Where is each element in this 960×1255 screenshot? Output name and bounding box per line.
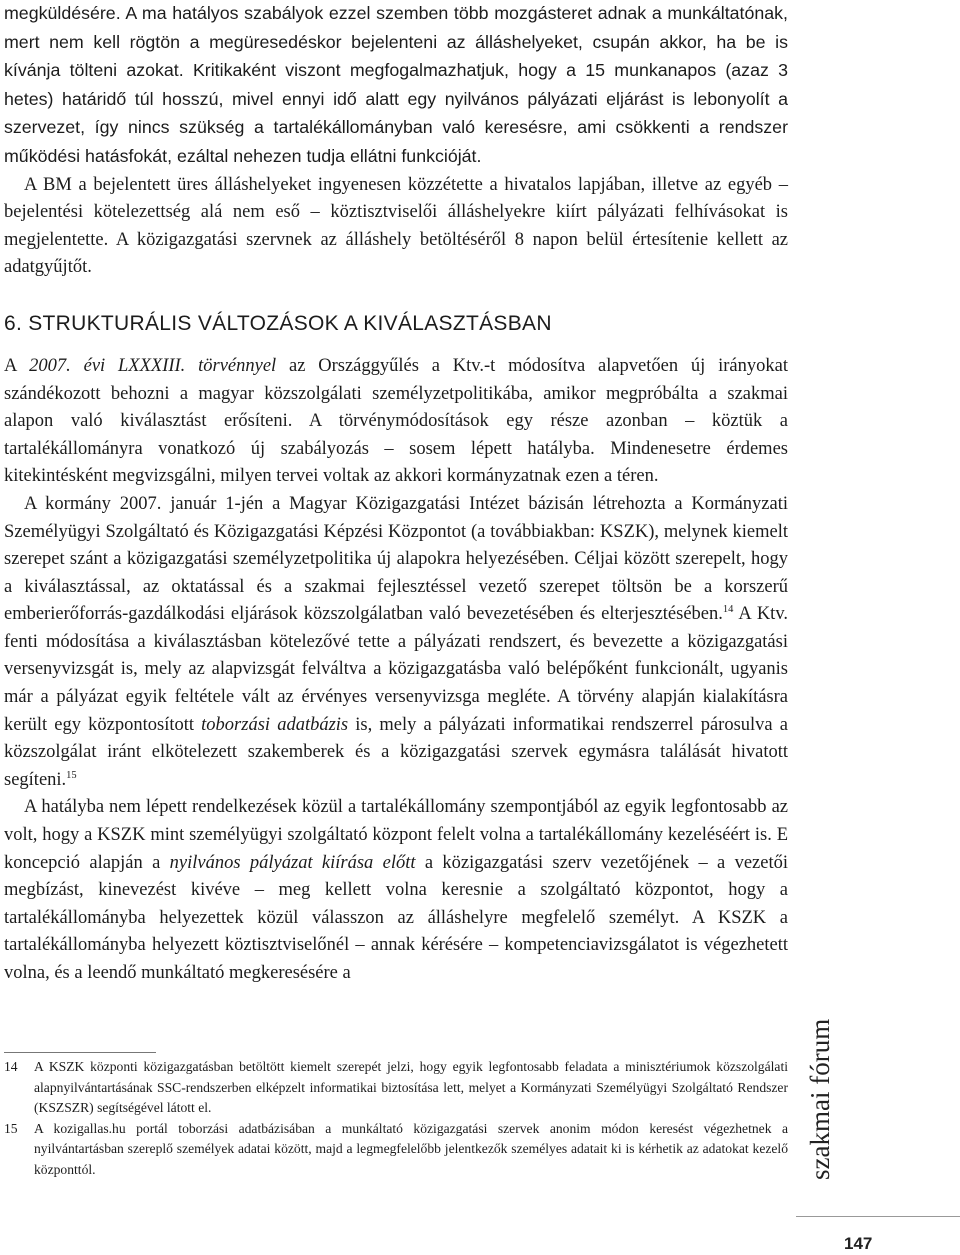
page-number-divider [796, 1216, 960, 1217]
section-label-text: szakmai fórum [805, 1018, 835, 1180]
paragraph-3-start: A [4, 355, 30, 376]
footnote-ref-15[interactable]: 15 [66, 769, 77, 781]
paragraph-5 [4, 794, 788, 987]
section-heading: 6. STRUKTURÁLIS VÁLTOZÁSOK A KIVÁLASZTÁSBAN [4, 311, 552, 335]
main-text [4, 0, 788, 988]
paragraph-4-part-d: is, mely a pályázati informatikai rendszerrel párosulva a közszolgálat iránt elkötelezett szakemberek és a közigazgatási szervek egymásra találását hivatott segíteni. [4, 714, 788, 790]
footnote-text: A kozigallas.hu portál toborzási adatbázisában a munkáltató közigazgatási szervek anonim módon keresést végezhetnek a nyilvántartásban szereplő személyek adatai között, majd a legmegfelelőbb jelentkezők személyes adatait ki is kérhetik az adatokat kezelő központtól. [34, 1120, 788, 1177]
footnotes [4, 1057, 788, 1181]
paragraph-3-law-reference: 2007. évi LXXXIII. törvénnyel [29, 355, 277, 376]
paragraph-5-part-c: a közigazgatási szerv vezetőjének – a vezetői megbízást, kinevezést kivéve – meg kellett volna keresnie a szolgáltató központot, hogy a tartalékállományba helyezettek közül válasszon az álláshelyre megfelelő személyt. A KSZK a tartalékállományba helyezett köztisztviselőnél – annak kérésére – kompetenciavizsgálatot is végezhetett volna, és a leendő munkáltató megkeresésére a [4, 852, 788, 983]
paragraph-4-part-a: A kormány 2007. január 1-jén a Magyar Közigazgatási Intézet bázisán létrehozta a Kormányzati Személyügyi Szolgáltató és Közigazgatási Képzési Központot (a továbbiakban: KSZK), melynek kiemelt szerepet szánt a közigazgatási személyzetpolitika új alapokra helyezésében. Céljai között szerepelt, hogy a kiválasztással, az oktatással és a szakmai fejlesztéssel vezető szerepet töltsön be a korszerű emberierőforrás-gazdálkodási eljárások közszolgálatban való bevezetésében és elterjesztésében. [4, 493, 788, 625]
paragraph-1-rest: Kritikaként viszont megfogalmazhatjuk, hogy a 15 munkanapos (azaz 3 hetes) határidő túl hosszú, mivel ennyi idő alatt egy nyilvános pályázati eljárást is lebonyolít a szervezet, így nincs szükség a tartalékállományban való keresésre, ami csökkenti a rendszer működési hatásfokát, ezáltal nehezen tudja ellátni funkcióját. [4, 60, 789, 166]
footnote-text: A KSZK központi közigazgatásban betöltött kiemelt szerepét jelzi, hogy egyik legfontosabb feladata a minisztériumok közszolgálati alapnyilvántartásának SSC-rendszerben elképzelt informatikai biztosítása lett, melyet a Kormányzati Személyügyi Szolgáltató Rendszer (KSZSZR) segítségével látott el. [34, 1059, 788, 1116]
paragraph-4-part-b: A Ktv. fenti módosítása a kiválasztásban kötelezővé tette a pályázati rendszert, és bevezette a közigazgatási versenyvizsgát is, mely az alapvizsgát felváltva a közigazgatásba való belépőként funkcionált, ugyanis már a pályázat egyik feltétele vált az érvényes versenyvizsga megléte. A törvény alapján kialakításra került egy központosított [4, 604, 788, 735]
paragraph-2: A BM a bejelentett üres álláshelyeket ingyenesen közzétette a hivatalos lapjában, illetve az egyéb – bejelentési kötelezettség alá nem eső – köztisztviselői álláshelyekre kiírt pályázati felhívásokat is megjelentette. A közigazgatási szervnek az álláshely betöltéséről 8 napon belül értesítenie kellett az adatgyűjtőt. [4, 174, 788, 278]
paragraph-5-italic-term: nyilvános pályázat kiírása előtt [169, 852, 416, 873]
paragraph-4 [4, 491, 788, 795]
footnote-15 [4, 1119, 788, 1181]
footnote-ref-14[interactable]: 14 [722, 604, 734, 616]
paragraph-1-sans-part: megküldésére. A ma hatályos szabályok ezzel szemben több mozgásteret adnak a munkáltatónak, mert nem kell rögtön a megüresedéskor bejelenteni az álláshelyeket, csupán akkor, ha be is kívánja tölteni azokat. [4, 3, 788, 81]
page-number: 147 [844, 1234, 873, 1253]
paragraph-5-part-a: A hatályba nem lépett rendelkezések közül a tartalékállomány szempontjából az egyik legfontosabb az volt, hogy a KSZK mint személyügyi szolgáltató központ felelt volna a tartalékállomány kezeléséért is. E koncepció alapján a [4, 797, 788, 873]
paragraph-4-italic-term: toborzási adatbázis [201, 714, 349, 735]
footnote-number: 14 [4, 1059, 18, 1074]
paragraph-3 [4, 353, 788, 491]
footnote-14 [4, 1057, 788, 1119]
paragraph-3-rest: az Országgyűlés a Ktv.-t módosítva alapvetően új irányokat szándékozott behozni a magyar közszolgálati személyzetpolitikába, amikor megpróbálta a szakmai alapon való kiválasztást erősíteni. A törvénymódosítások egy része azonban – köztük a tartalékállományra vonatkozó új szabályozás – sosem lépett hatályba. Mindenesetre érdemes kitekintésként megvizsgálni, milyen tervei voltak az akkori kormányzatnak ezen a téren. [4, 355, 788, 487]
journal-section-label [805, 1018, 836, 1180]
footnote-divider [4, 1052, 156, 1053]
paragraph-1 [4, 0, 788, 172]
footnote-number: 15 [4, 1120, 18, 1136]
